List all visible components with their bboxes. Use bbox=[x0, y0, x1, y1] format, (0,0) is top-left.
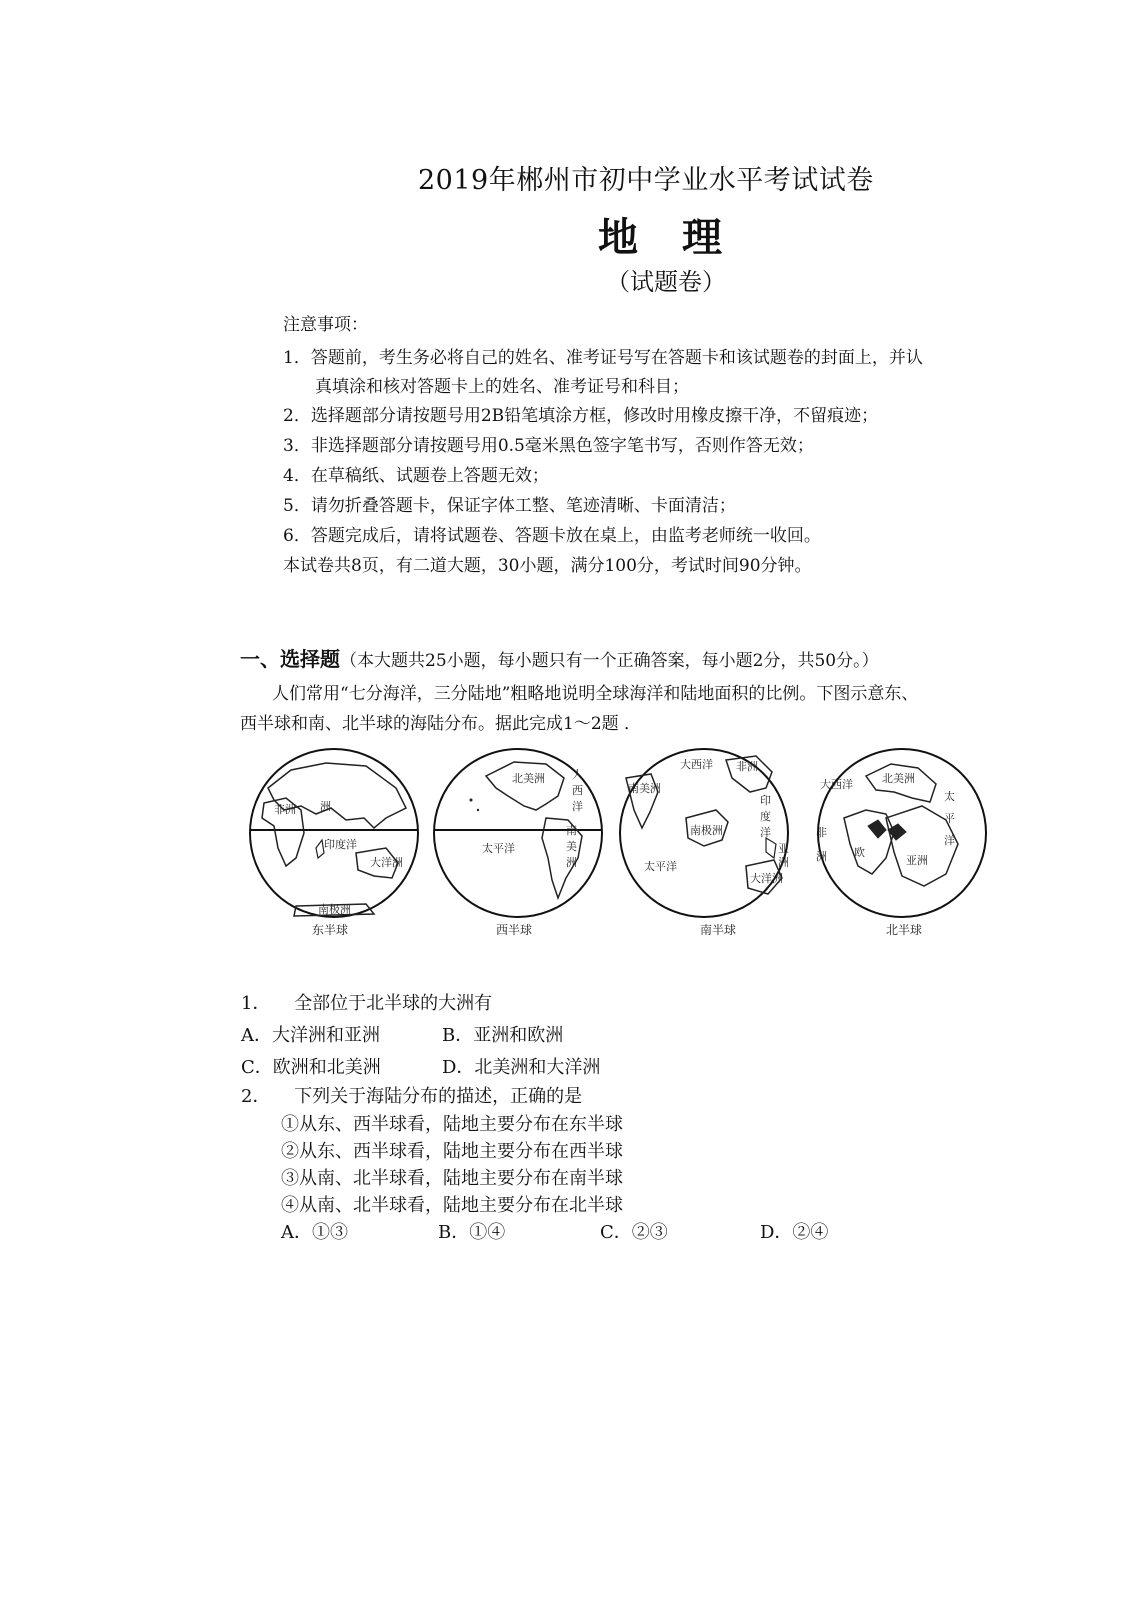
east-hemisphere-map bbox=[250, 749, 418, 937]
q1-option-c[interactable]: C．欧洲和北美洲 bbox=[241, 1057, 381, 1078]
notice-item: 2．选择题部分请按题号用2B铅笔填涂方框，修改时用橡皮擦干净，不留痕迹； bbox=[283, 406, 879, 426]
south-label: 太平洋 bbox=[644, 860, 677, 873]
north-label: 欧 bbox=[854, 846, 865, 859]
notice-item: 4．在草稿纸、试题卷上答题无效； bbox=[283, 466, 549, 486]
notice-item: 6．答题完成后，请将试题卷、答题卡放在桌上，由监考老师统一收回。 bbox=[283, 526, 821, 546]
q2-statement: ②从东、西半球看，陆地主要分布在西半球 bbox=[281, 1141, 623, 1162]
east-label: 印度洋 bbox=[324, 838, 357, 851]
north-label: 洋 bbox=[944, 834, 955, 847]
notice-item: 5．请勿折叠答题卡，保证字体工整、笔迹清晰、卡面清洁； bbox=[283, 496, 736, 516]
subject-title: 地理 bbox=[598, 215, 766, 261]
west-label: 西 bbox=[572, 784, 583, 797]
south-label: 洲 bbox=[778, 856, 789, 869]
q2-option-b[interactable]: B．①④ bbox=[438, 1222, 506, 1243]
north-label: 大西洋 bbox=[820, 778, 853, 791]
paper-type: （试题卷） bbox=[606, 268, 726, 296]
west-label: 南 bbox=[566, 824, 577, 837]
question-number: 2． bbox=[241, 1086, 271, 1107]
south-hemisphere-map bbox=[620, 749, 789, 937]
section-heading bbox=[240, 643, 879, 672]
south-label: 大西洋 bbox=[680, 758, 713, 771]
notice-item: 3．非选择题部分请按题号用0.5毫米黑色签字笔书写，否则作答无效； bbox=[283, 436, 814, 456]
north-label: 北美洲 bbox=[882, 772, 915, 785]
intro-line-2: 西半球和南、北半球的海陆分布。据此完成1～2题 ． bbox=[240, 714, 642, 734]
notice-heading: 注意事项： bbox=[283, 315, 368, 335]
notice-summary: 本试卷共8页，有二道大题，30小题，满分100分，考试时间90分钟。 bbox=[283, 556, 812, 576]
east-label: 南极洲 bbox=[318, 903, 351, 916]
question-1 bbox=[241, 989, 492, 1015]
south-label: 亚 bbox=[778, 842, 789, 855]
notice-item: 真填涂和核对答题卡上的姓名、准考证号和科目； bbox=[315, 377, 689, 397]
west-label: 人 bbox=[572, 768, 583, 781]
west-label: 美 bbox=[566, 840, 577, 853]
north-label: 亚洲 bbox=[906, 854, 928, 867]
q2-option-c[interactable]: C．②③ bbox=[600, 1222, 668, 1243]
west-label: 太平洋 bbox=[482, 842, 515, 855]
west-label: 洲 bbox=[566, 856, 577, 869]
west-label: 北美洲 bbox=[512, 772, 545, 785]
q2-option-d[interactable]: D．②④ bbox=[760, 1222, 829, 1243]
south-label: 南极洲 bbox=[690, 824, 723, 837]
west-hemisphere-map bbox=[434, 749, 602, 937]
section-note: （本大题共25小题，每小题只有一个正确答案，每小题2分，共50分。） bbox=[340, 651, 879, 671]
west-caption: 西半球 bbox=[496, 923, 533, 937]
intro-line-1: 人们常用“七分海洋，三分陆地”粗略地说明全球海洋和陆地面积的比例。下图示意东、 bbox=[272, 684, 919, 704]
question-stem: 下列关于海陆分布的描述，正确的是 bbox=[294, 1086, 583, 1107]
question-2 bbox=[241, 1082, 582, 1108]
q2-statement: ④从南、北半球看，陆地主要分布在北半球 bbox=[281, 1195, 623, 1216]
east-label: 洲 bbox=[320, 800, 331, 813]
question-number: 1． bbox=[241, 993, 271, 1014]
south-label: 非洲 bbox=[736, 760, 758, 773]
north-label: 非 bbox=[816, 826, 827, 839]
notice-item: 1．答题前，考生务必将自己的姓名、准考证号写在答题卡和该试题卷的封面上，并认 bbox=[283, 348, 923, 368]
south-label: 洋 bbox=[760, 826, 771, 839]
q1-option-b[interactable]: B．亚洲和欧洲 bbox=[442, 1025, 564, 1046]
q1-option-d[interactable]: D．北美洲和大洋洲 bbox=[442, 1057, 601, 1078]
section-title: 一、选择题 bbox=[240, 647, 340, 671]
south-label: 南美洲 bbox=[628, 782, 661, 795]
east-caption: 东半球 bbox=[312, 923, 349, 937]
north-label: 洲 bbox=[816, 850, 827, 863]
north-caption: 北半球 bbox=[886, 923, 923, 937]
exam-title: 2019年郴州市初中学业水平考试试卷 bbox=[418, 165, 874, 196]
east-label: 非洲 bbox=[274, 803, 296, 816]
south-label: 大洋洲 bbox=[750, 872, 783, 885]
north-label: 太 bbox=[944, 790, 955, 803]
south-caption: 南半球 bbox=[700, 923, 737, 937]
q2-statement: ③从南、北半球看，陆地主要分布在南半球 bbox=[281, 1168, 623, 1189]
q2-statement: ①从东、西半球看，陆地主要分布在东半球 bbox=[281, 1114, 623, 1135]
east-label: 大洋洲 bbox=[370, 856, 403, 869]
south-label: 印 bbox=[760, 794, 771, 807]
q1-option-a[interactable]: A．大洋洲和亚洲 bbox=[241, 1025, 380, 1046]
north-label: 平 bbox=[944, 812, 955, 825]
question-stem: 全部位于北半球的大洲有 bbox=[294, 993, 493, 1014]
south-label: 度 bbox=[760, 810, 771, 823]
q2-option-a[interactable]: A．①③ bbox=[281, 1222, 348, 1243]
west-label: 洋 bbox=[572, 800, 583, 813]
north-hemisphere-map bbox=[816, 749, 986, 937]
hemispheres-figure bbox=[246, 748, 1016, 970]
